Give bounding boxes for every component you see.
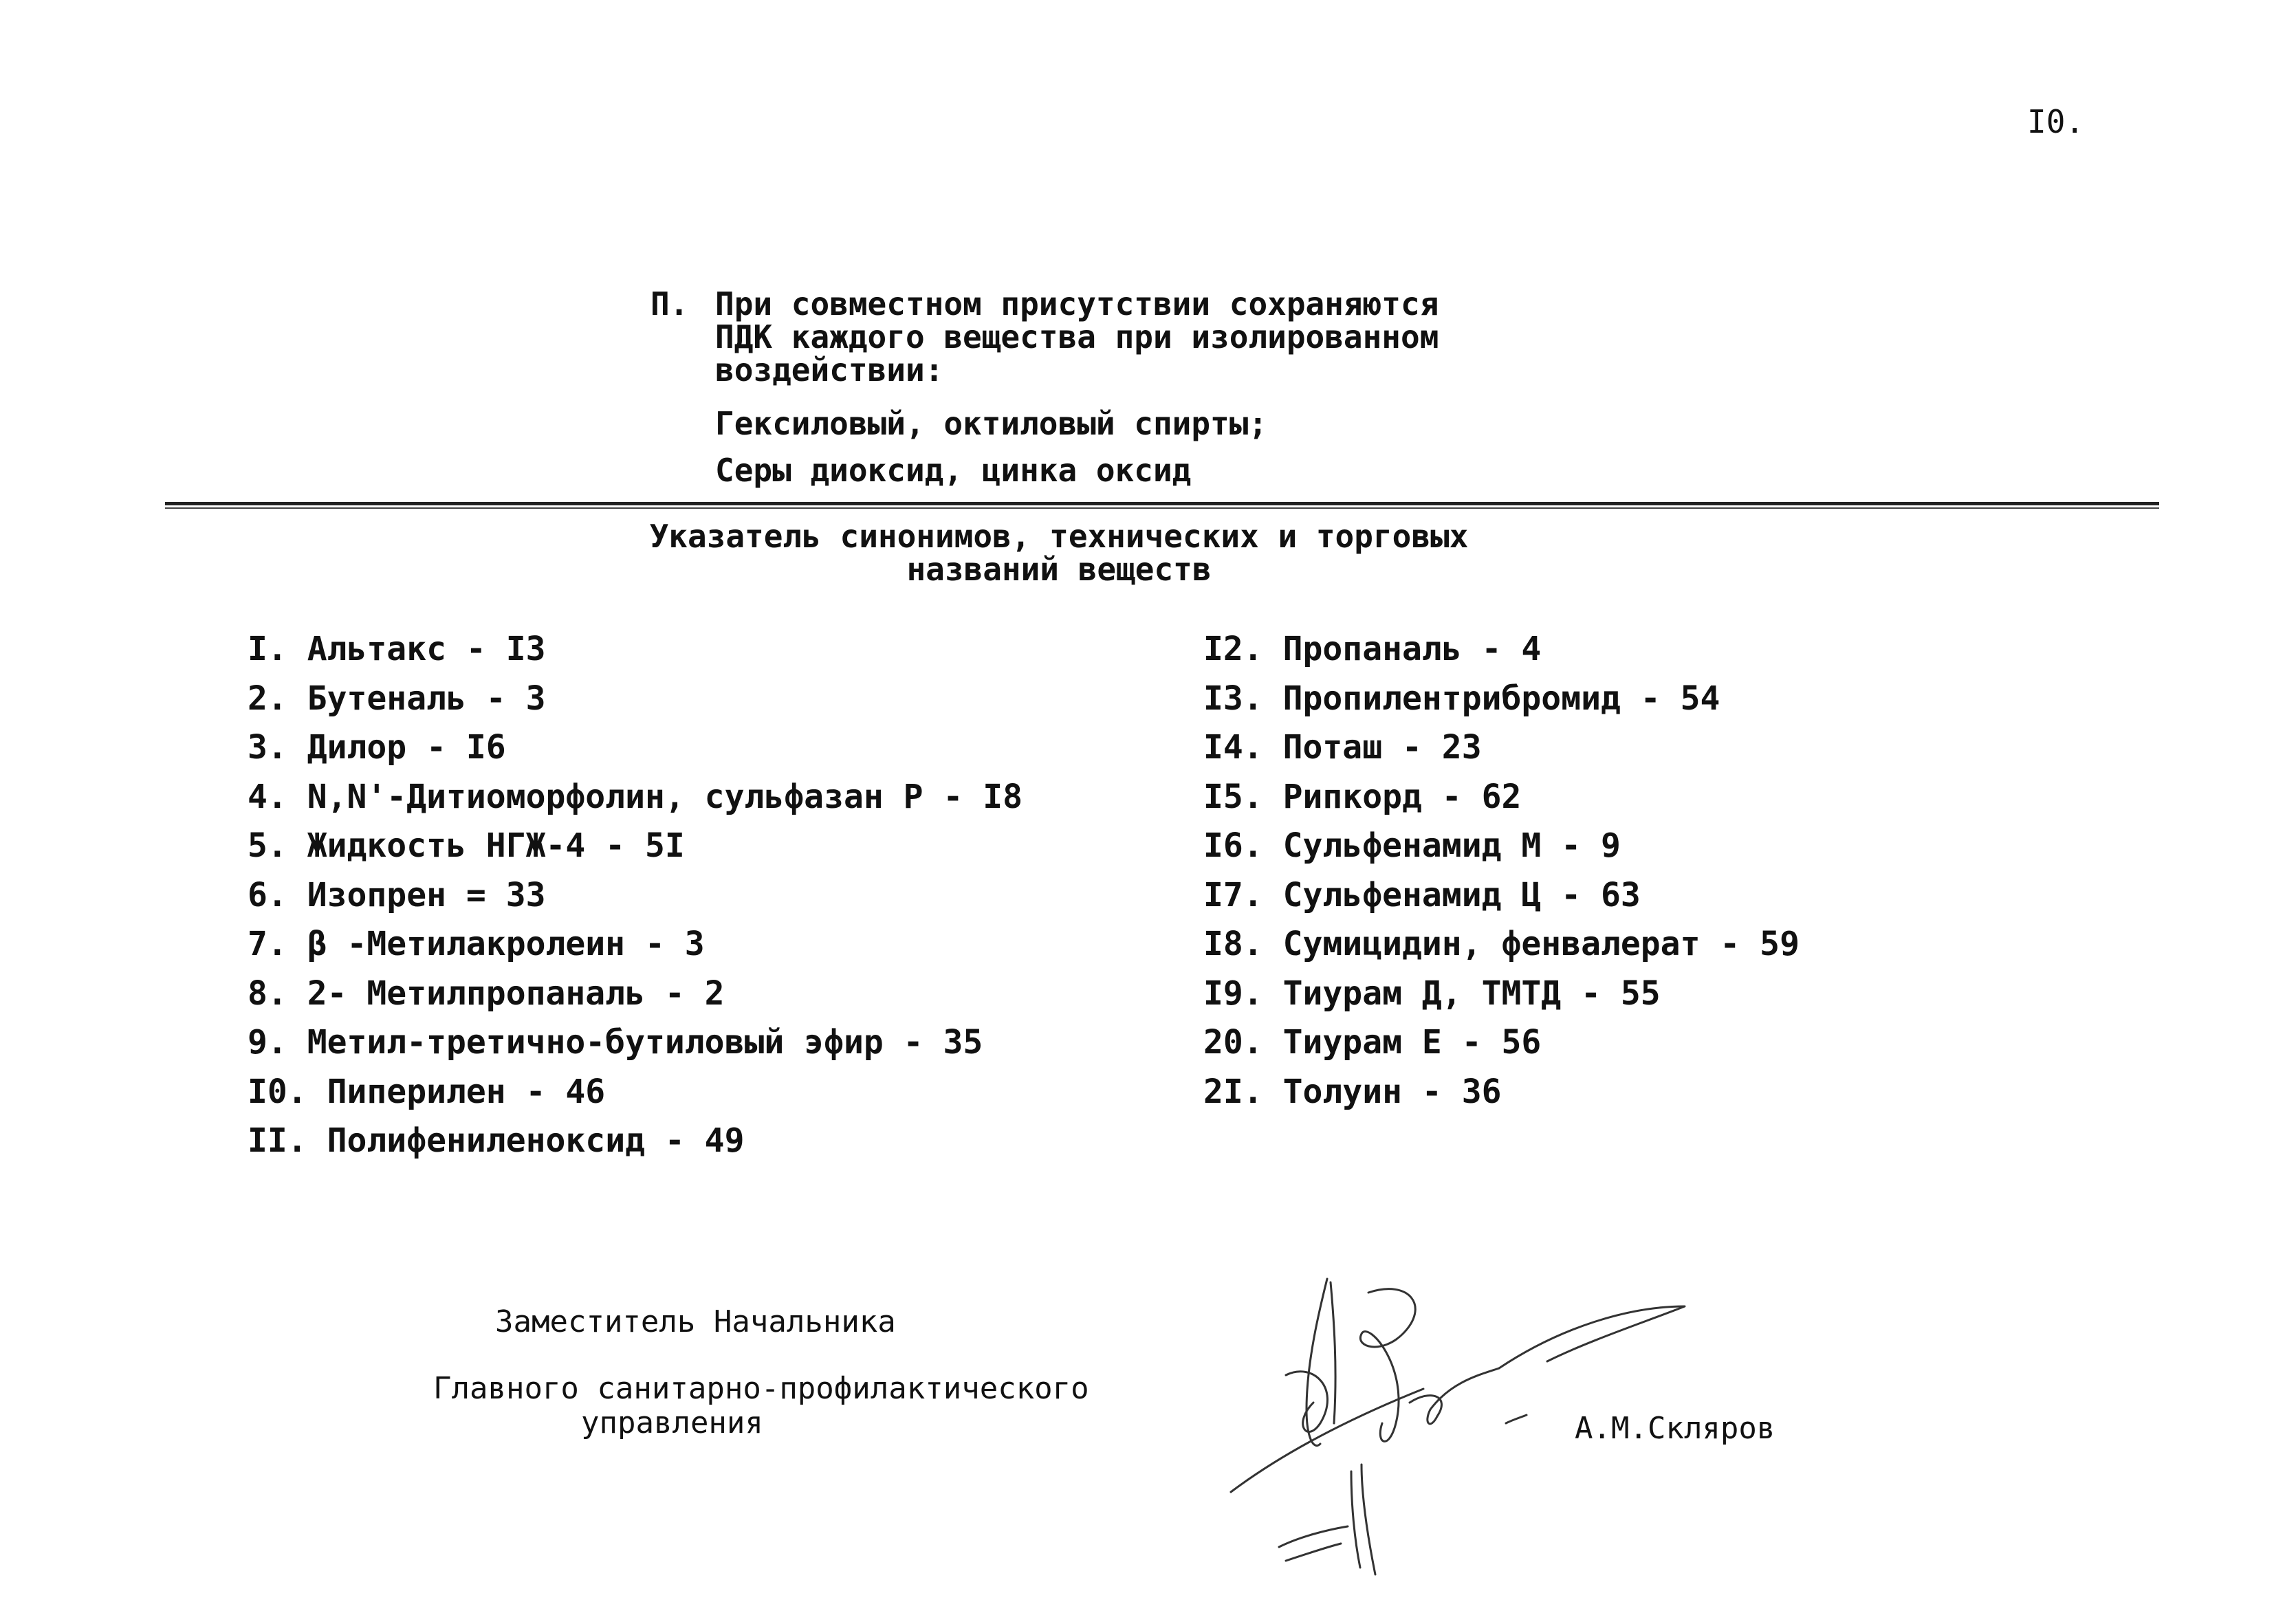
entry-text: Толуин - 36 [1282,1072,1502,1111]
entry-text: Изопрен = 33 [307,875,546,914]
section-line-3: воздействии: [715,351,944,388]
entry-text: Тиурам Е - 56 [1282,1023,1542,1062]
index-entry [1203,925,1800,974]
index-heading-line-1: Указатель синонимов, технических и торговых [649,518,1469,555]
entry-text: Бутеналь - 3 [307,679,546,718]
index-entry [1203,974,1800,1024]
substance-group-1: Гексиловый, октиловый спирты; [715,405,1268,442]
entry-number: I5. [1203,777,1263,816]
index-entry [248,679,1023,729]
department-line-2: управления [581,1405,763,1440]
substance-group-2: Серы диоксид, цинка оксид [715,452,1192,489]
entry-number: I3. [1203,679,1263,718]
entry-number: 8. [248,974,287,1013]
signatory-title: Заместитель Начальника [495,1304,896,1339]
index-entry [248,925,1023,974]
entry-text: Пропилентрибромид - 54 [1282,679,1720,718]
entry-text: Дилор - I6 [307,728,506,767]
signatory-department [433,1372,1089,1440]
entry-text: β -Метилакролеин - 3 [307,925,705,963]
index-entry [248,1023,1023,1073]
index-entry [248,826,1023,876]
index-column-left [248,630,1023,1171]
index-entry [248,1073,1023,1122]
entry-text: Тиурам Д, ТМТД - 55 [1282,974,1661,1013]
divider-line-thin [165,507,2159,509]
section-line-2: ПДК каждого вещества при изолированном [715,318,1439,355]
entry-number: I7. [1203,875,1263,914]
entry-text: Сульфенамид Ц - 63 [1282,875,1641,914]
entry-number: 9. [248,1023,287,1062]
entry-text: Метил-третично-бутиловый эфир - 35 [307,1023,983,1062]
entry-number: 6. [248,875,287,914]
entry-number: I2. [1203,630,1263,668]
entry-number: 2. [248,679,287,718]
entry-number: II. [248,1121,307,1160]
index-heading-line-2: названий веществ [906,551,1212,588]
section-line-1: При совместном присутствии сохраняются [715,285,1439,322]
index-entry [248,630,1023,679]
entry-text: Сумицидин, фенвалерат - 59 [1282,925,1800,963]
entry-text: N,N'-Дитиоморфолин, сульфазан Р - I8 [307,777,1023,816]
entry-number: I8. [1203,925,1263,963]
entry-text: Пропаналь - 4 [1282,630,1542,668]
entry-number: I9. [1203,974,1263,1013]
index-entry [1203,1073,1800,1122]
index-entry [1203,728,1800,778]
index-entry [248,974,1023,1024]
index-entry [248,728,1023,778]
entry-number: 20. [1203,1023,1263,1062]
entry-text: Сульфенамид М - 9 [1282,826,1621,865]
index-entry [1203,679,1800,729]
entry-number: 7. [248,925,287,963]
signatory-name: А.М.Скляров [1575,1411,1775,1446]
entry-text: Пиперилен - 46 [327,1072,606,1111]
index-entry [1203,630,1800,679]
entry-text: Альтакс - I3 [307,630,546,668]
index-entry [1203,826,1800,876]
entry-number: 3. [248,728,287,767]
entry-text: Жидкость НГЖ-4 - 5I [307,826,685,865]
index-heading [605,520,1513,586]
entry-number: 4. [248,777,287,816]
entry-number: I. [248,630,287,668]
index-entry [248,876,1023,925]
entry-number: I4. [1203,728,1263,767]
divider-line [165,502,2159,505]
entry-number: 5. [248,826,287,865]
index-entry [248,778,1023,827]
entry-number: 2I. [1203,1072,1263,1111]
index-entry [1203,778,1800,827]
page-number: I0. [2027,103,2085,140]
index-entry [1203,876,1800,925]
section-marker: П. [651,285,689,322]
entry-text: Полифениленоксид - 49 [327,1121,745,1160]
entry-text: Поташ - 23 [1282,728,1482,767]
index-entry [248,1121,1023,1171]
department-line-1: Главного санитарно-профилактического [433,1371,1089,1406]
entry-number: I6. [1203,826,1263,865]
entry-text: 2- Метилпропаналь - 2 [307,974,725,1013]
index-column-right [1203,630,1800,1121]
entry-number: I0. [248,1072,307,1111]
entry-text: Рипкорд - 62 [1282,777,1522,816]
index-entry [1203,1023,1800,1073]
